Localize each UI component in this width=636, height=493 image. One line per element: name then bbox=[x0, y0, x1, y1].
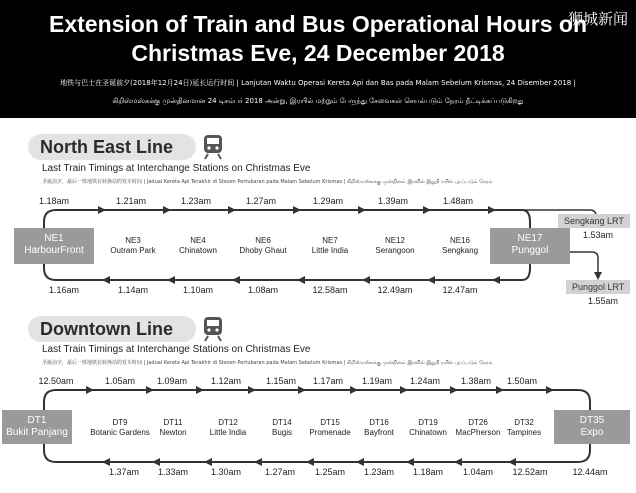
arrow-icon bbox=[232, 276, 240, 284]
dt-station bbox=[309, 418, 350, 438]
station-code: NE7 bbox=[322, 236, 338, 245]
title-line-1: Extension of Train and Bus Operational Hours on bbox=[48, 11, 587, 37]
title-line-2: Christmas Eve, 24 December 2018 bbox=[131, 40, 505, 66]
arrow-icon bbox=[146, 386, 154, 394]
station-code: DT32 bbox=[514, 418, 534, 427]
arrow-icon bbox=[496, 386, 504, 394]
dt-station bbox=[409, 418, 447, 438]
arrow-icon bbox=[400, 386, 408, 394]
ne-station bbox=[312, 236, 348, 256]
downtown-line-section bbox=[0, 312, 636, 493]
ne-end-name: Punggol bbox=[511, 245, 549, 256]
ne-top-time: 1.27am bbox=[245, 196, 277, 206]
ne-top-time: 1.48am bbox=[442, 196, 474, 206]
dt-bottom-time: 12.44am bbox=[572, 467, 608, 477]
station-name: Outram Park bbox=[110, 246, 156, 255]
station-name: Newton bbox=[159, 428, 187, 437]
ne-start-bottom-time: 1.16am bbox=[48, 285, 80, 295]
station-name: Promenade bbox=[309, 428, 351, 437]
page-title bbox=[0, 10, 636, 68]
arrow-icon bbox=[362, 276, 370, 284]
arrow-icon bbox=[350, 386, 358, 394]
station-name: Bugis bbox=[271, 428, 293, 437]
ne-station bbox=[179, 236, 217, 256]
dt-station bbox=[90, 418, 150, 438]
watermark: 狮城新闻 bbox=[567, 10, 628, 28]
dt-station bbox=[159, 418, 186, 438]
arrow-icon bbox=[152, 458, 160, 466]
station-code: DT12 bbox=[218, 418, 238, 427]
ne-station bbox=[110, 236, 155, 256]
dt-end-name: Expo bbox=[580, 427, 604, 438]
dt-bottom-time: 1.27am bbox=[264, 467, 296, 477]
ne-bottom-time: 12.58am bbox=[312, 285, 348, 295]
arrow-icon bbox=[423, 206, 431, 214]
arrow-icon bbox=[427, 276, 435, 284]
station-code: DT19 bbox=[418, 418, 438, 427]
dt-top-time: 1.05am bbox=[104, 376, 136, 386]
ne-end-code: NE17 bbox=[517, 233, 543, 244]
ne-start-code: NE1 bbox=[44, 233, 64, 244]
dt-end-code: DT35 bbox=[579, 415, 605, 426]
station-code: NE3 bbox=[125, 236, 141, 245]
arrow-icon bbox=[102, 276, 110, 284]
dt-bottom-time: 1.33am bbox=[157, 467, 189, 477]
arrow-icon bbox=[228, 206, 236, 214]
station-name: Botanic Gardens bbox=[90, 428, 150, 437]
north-east-line-section bbox=[0, 118, 636, 312]
station-name: Sengkang bbox=[441, 246, 479, 255]
arrow-icon bbox=[454, 458, 462, 466]
dt-station bbox=[507, 418, 541, 438]
station-code: NE4 bbox=[190, 236, 206, 245]
arrow-icon bbox=[508, 458, 516, 466]
dt-bottom-time: 1.23am bbox=[363, 467, 395, 477]
arrow-icon bbox=[594, 272, 602, 280]
arrow-icon bbox=[356, 458, 364, 466]
ne-station bbox=[442, 236, 478, 256]
ne-end-terminal bbox=[490, 228, 570, 264]
dt-station bbox=[210, 418, 246, 438]
ne-bottom-time: 1.08am bbox=[247, 285, 279, 295]
dt-end-terminal bbox=[554, 410, 630, 444]
station-code: DT11 bbox=[163, 418, 183, 427]
ne-subtitle-multilang: 圣诞前夕，最后一班地铁在转换站的发车时间 | Jadual Kereta Api Terakhir di Stesen Pertukaran pada Malam Sebelum Krismas | கிறிஸ்மஸ்சுக்கு முன்தினம் இரவில் இறுதி ரயில் புறப்படும் நேரம் bbox=[42, 179, 493, 185]
ne-start-terminal bbox=[14, 228, 94, 264]
dt-top-time: 1.24am bbox=[409, 376, 441, 386]
station-code: DT26 bbox=[468, 418, 488, 427]
arrow-icon bbox=[86, 386, 94, 394]
dt-top-time: 1.19am bbox=[361, 376, 393, 386]
station-name: Dhoby Ghaut bbox=[239, 246, 287, 255]
sengkang-lrt-label: Sengkang LRT bbox=[558, 214, 630, 228]
arrow-icon bbox=[406, 458, 414, 466]
ne-top-time: 1.29am bbox=[312, 196, 344, 206]
dt-station bbox=[456, 418, 501, 438]
multilang-subtitle: 地铁与巴士在圣诞前夕(2018年12月24日)延长运行时间 | Lanjutan Waktu Operasi Kereta Api dan Bas pada Malam Sebelum Krismas, 24 Disember 2018 | bbox=[60, 79, 576, 87]
dt-top-time: 1.38am bbox=[460, 376, 492, 386]
dt-subtitle: Last Train Timings at Interchange Stations on Christmas Eve bbox=[42, 344, 311, 355]
station-code: NE16 bbox=[449, 236, 470, 245]
ne-start-top-time: 1.18am bbox=[38, 196, 70, 206]
dt-top-time: 1.12am bbox=[210, 376, 242, 386]
sengkang-lrt-time: 1.53am bbox=[583, 230, 614, 240]
ne-station bbox=[375, 236, 414, 256]
station-code: NE6 bbox=[255, 236, 271, 245]
arrow-icon bbox=[163, 206, 171, 214]
arrow-icon bbox=[102, 458, 110, 466]
station-code: DT16 bbox=[369, 418, 389, 427]
dt-start-code: DT1 bbox=[27, 415, 47, 426]
station-name: Chinatown bbox=[179, 246, 217, 255]
station-name: Serangoon bbox=[375, 246, 415, 255]
dt-start-name: Bukit Panjang bbox=[6, 427, 68, 438]
header-banner bbox=[0, 0, 636, 118]
arrow-icon bbox=[492, 276, 500, 284]
station-code: NE12 bbox=[384, 236, 405, 245]
punggol-lrt-label: Punggol LRT bbox=[566, 280, 630, 294]
ne-station bbox=[239, 236, 286, 256]
station-name: Little India bbox=[209, 428, 247, 437]
ne-subtitle: Last Train Timings at Interchange Stations on Christmas Eve bbox=[42, 163, 311, 174]
ne-bottom-time: 1.14am bbox=[117, 285, 149, 295]
ne-top-time: 1.21am bbox=[115, 196, 147, 206]
arrow-icon bbox=[450, 386, 458, 394]
dt-top-time: 1.15am bbox=[265, 376, 297, 386]
station-code: DT9 bbox=[112, 418, 128, 427]
ne-bottom-time: 12.47am bbox=[442, 285, 478, 295]
dt-start-bottom-time: 1.37am bbox=[108, 467, 140, 477]
arrow-icon bbox=[488, 206, 496, 214]
station-name: Tampines bbox=[506, 428, 542, 437]
station-name: Bayfront bbox=[364, 428, 394, 437]
arrow-icon bbox=[306, 458, 314, 466]
arrow-icon bbox=[293, 206, 301, 214]
ne-top-time: 1.23am bbox=[180, 196, 212, 206]
arrow-icon bbox=[167, 276, 175, 284]
dt-bottom-time: 12.52am bbox=[512, 467, 548, 477]
ne-top-time: 1.39am bbox=[377, 196, 409, 206]
dt-bottom-time: 1.18am bbox=[412, 467, 444, 477]
dt-route-lines bbox=[0, 312, 636, 493]
ne-bottom-time: 1.10am bbox=[182, 285, 214, 295]
arrow-icon bbox=[248, 386, 256, 394]
arrow-icon bbox=[358, 206, 366, 214]
arrow-icon bbox=[546, 386, 554, 394]
north-east-line-title: North East Line bbox=[28, 134, 196, 160]
dt-subtitle-multilang: 圣诞前夕，最后一班地铁在转换站的发车时间 | Jadual Kereta Api Terakhir di Stesen Pertukaran pada Malam Sebelum Krismas | கிறிஸ்மஸ்சுக்கு முன்தினம் இரவில் இறுதி ரயில் புறப்படும் நேரம் bbox=[42, 360, 493, 366]
dt-top-time: 1.50am bbox=[506, 376, 538, 386]
arrow-icon bbox=[98, 206, 106, 214]
station-code: DT15 bbox=[320, 418, 340, 427]
station-name: Chinatown bbox=[409, 428, 447, 437]
dt-bottom-time: 1.25am bbox=[314, 467, 346, 477]
ne-bottom-time: 12.49am bbox=[377, 285, 413, 295]
arrow-icon bbox=[204, 458, 212, 466]
station-name: Little India bbox=[311, 246, 349, 255]
station-name: MacPherson bbox=[455, 428, 501, 437]
arrow-icon bbox=[298, 386, 306, 394]
arrow-icon bbox=[254, 458, 262, 466]
dt-top-time: 1.17am bbox=[312, 376, 344, 386]
dt-top-time: 1.09am bbox=[156, 376, 188, 386]
dt-start-top-time: 12.50am bbox=[38, 376, 74, 386]
tamil-subtitle: கிறிஸ்மஸ்சுக்கு முன்தினமான 24 டிசம்பர் 2018 அன்று, இரயில் மற்றும் பேருந்து சேவைகள் செயல்படும் நேரம் நீட்டிக்கப்படுகிறது bbox=[112, 97, 524, 105]
ne-start-name: HarbourFront bbox=[24, 245, 84, 256]
punggol-lrt-time: 1.55am bbox=[588, 296, 619, 306]
arrow-icon bbox=[297, 276, 305, 284]
dt-bottom-time: 1.04am bbox=[462, 467, 494, 477]
dt-bottom-time: 1.30am bbox=[210, 467, 242, 477]
arrow-icon bbox=[196, 386, 204, 394]
ne-route-lines bbox=[0, 118, 636, 312]
dt-station bbox=[364, 418, 394, 438]
station-code: DT14 bbox=[272, 418, 292, 427]
dt-station bbox=[272, 418, 292, 438]
downtown-line-title: Downtown Line bbox=[28, 316, 196, 342]
dt-start-terminal bbox=[2, 410, 72, 444]
